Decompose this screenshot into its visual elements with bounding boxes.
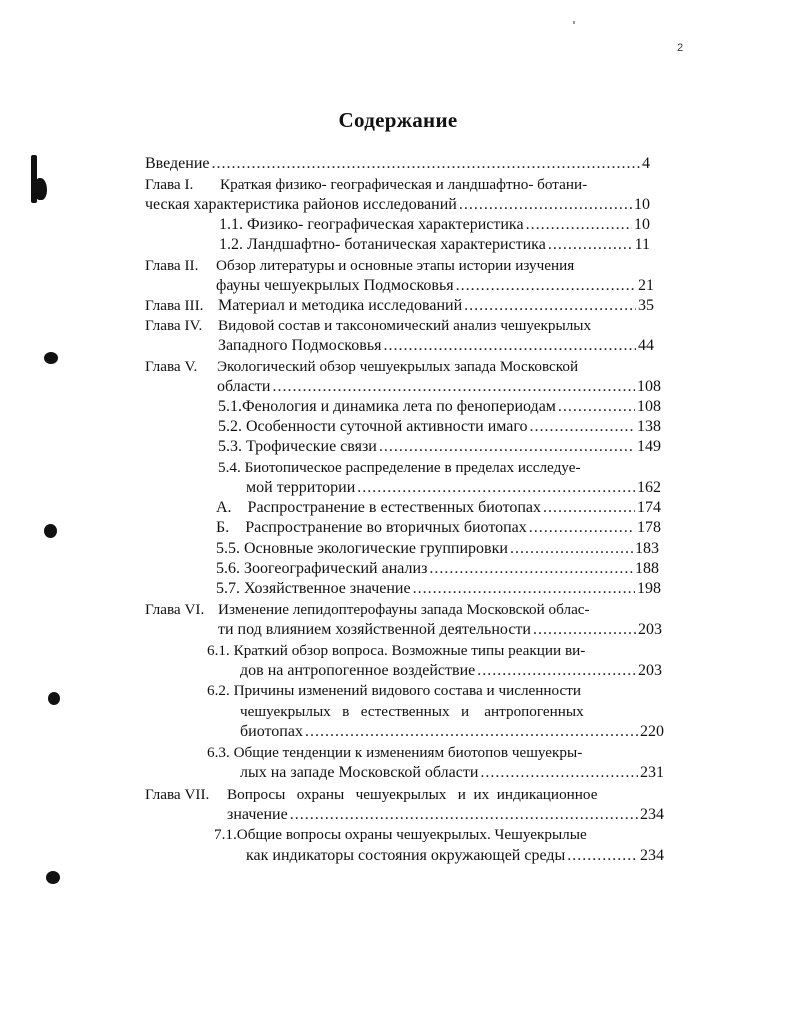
toc-entry-text: ти под влиянием хозяйственной деятельности <box>218 621 531 638</box>
toc-entry-text: 6.1. Краткий обзор вопроса. Возможные типы реакции ви- <box>207 642 586 659</box>
toc-leader <box>477 662 636 680</box>
toc-entry <box>207 744 582 764</box>
toc-entry <box>216 277 654 295</box>
toc-leader <box>212 155 641 173</box>
hole-punch-mark <box>44 524 57 538</box>
toc-entry <box>214 826 587 846</box>
toc-entry-text: 7.1.Общие вопросы охраны чешуекрылых. Чешуекрылые <box>214 826 587 843</box>
toc-page: 35 <box>638 297 654 314</box>
page-title: Содержание <box>338 108 458 132</box>
toc-leader <box>530 418 635 436</box>
toc-entry <box>145 196 650 214</box>
toc-entry-text: 5.2. Особенности суточной активности имаго <box>218 418 528 435</box>
toc-entry <box>216 257 574 277</box>
toc-page: 4 <box>642 155 650 172</box>
toc-entry <box>219 216 650 234</box>
toc-leader <box>543 499 635 517</box>
toc-page: 138 <box>637 418 661 435</box>
toc-chapter-head <box>145 257 198 277</box>
toc-entry <box>217 378 661 396</box>
toc-chapter-head <box>145 601 204 621</box>
toc-entry <box>240 723 664 741</box>
toc-entry <box>217 358 578 378</box>
toc-entry <box>246 847 664 865</box>
toc-leader <box>357 479 635 497</box>
hole-punch-mark <box>44 352 58 364</box>
toc-page: 149 <box>637 438 661 455</box>
hole-punch-mark <box>46 871 60 884</box>
toc-leader <box>558 398 635 416</box>
toc-entry-text: чешуекрылых в естественных и антропогенных <box>240 703 584 720</box>
toc-entry-text: Краткая физико- географическая и ландшафтно- ботани- <box>220 176 588 193</box>
toc-page: 108 <box>637 378 661 395</box>
toc-page: 231 <box>640 764 664 781</box>
toc-entry <box>218 398 661 416</box>
toc-leader <box>464 297 636 315</box>
toc-leader <box>272 378 635 396</box>
chapter-label: Глава II. <box>145 257 199 274</box>
chapter-label: Глава I. <box>145 176 194 193</box>
scan-mark <box>35 178 47 200</box>
toc-page: 198 <box>637 580 661 597</box>
toc-entry-text: 5.6. Зоогеографический анализ <box>216 560 428 577</box>
toc-entry-text: А. Распространение в естественных биотопах <box>216 499 542 516</box>
toc-entry-text: мой территории <box>246 479 356 496</box>
toc-entry <box>218 317 591 337</box>
toc-entry <box>218 621 662 639</box>
toc-page: 21 <box>638 277 654 294</box>
chapter-label: Глава VII. <box>145 786 210 803</box>
toc-entry <box>218 297 654 315</box>
toc-page: 11 <box>634 236 650 253</box>
toc-page: 183 <box>635 540 659 557</box>
toc-leader <box>526 216 632 234</box>
toc-entry-text: 1.1. Физико- географическая характеристика <box>219 216 524 233</box>
toc-entry <box>246 479 661 497</box>
toc-leader <box>567 847 638 865</box>
toc-chapter-head <box>145 176 193 196</box>
toc-page: 178 <box>637 519 661 536</box>
toc-entry-text: лых на западе Московской области <box>240 764 479 781</box>
toc-chapter-head <box>145 786 209 806</box>
toc-entry <box>219 236 650 254</box>
toc-entry <box>216 519 661 537</box>
toc-entry <box>207 682 581 702</box>
toc-entry <box>220 176 587 196</box>
toc-entry <box>218 438 661 456</box>
toc-entry-text: 6.3. Общие тенденции к изменениям биотопов чешуекры- <box>207 744 583 761</box>
toc-entry <box>227 806 664 824</box>
toc-entry-text: значение <box>227 806 288 823</box>
toc-chapter-head <box>145 297 203 317</box>
toc-leader <box>510 540 633 558</box>
toc-entry-text: фауны чешуекрылых Подмосковья <box>216 277 454 294</box>
toc-page: 220 <box>640 723 664 740</box>
toc-leader <box>456 277 636 295</box>
toc-entry <box>216 540 659 558</box>
toc-page: 162 <box>637 479 661 496</box>
toc-entry-text: Видовой состав и таксономический анализ чешуекрылых <box>218 317 592 334</box>
toc-entry-text: 5.3. Трофические связи <box>218 438 377 455</box>
toc-page: 234 <box>640 806 664 823</box>
toc-leader <box>305 723 638 741</box>
toc-chapter-head <box>145 358 197 378</box>
toc-page: 203 <box>638 662 662 679</box>
toc-entry-text: биотопах <box>240 723 303 740</box>
toc-entry-text: 6.2. Причины изменений видового состава и численности <box>207 682 582 699</box>
toc-entry <box>207 642 585 662</box>
toc-entry <box>145 155 650 173</box>
chapter-label: Глава V. <box>145 358 198 375</box>
toc-leader <box>429 560 633 578</box>
toc-page: 203 <box>638 621 662 638</box>
toc-page: 174 <box>637 499 661 516</box>
toc-page: 44 <box>638 337 654 354</box>
toc-entry <box>227 786 597 806</box>
toc-entry <box>216 560 659 578</box>
toc-entry <box>216 580 661 598</box>
toc-leader <box>480 764 638 782</box>
toc-entry-text: ческая характеристика районов исследований <box>145 196 457 213</box>
chapter-label: Глава VI. <box>145 601 205 618</box>
toc-entry-text: дов на антропогенное воздействие <box>240 662 476 679</box>
toc-entry <box>216 499 661 517</box>
toc-entry <box>218 337 654 355</box>
toc-entry <box>218 601 590 621</box>
toc-leader <box>459 196 632 214</box>
toc-entry-text: 1.2. Ландшафтно- ботаническая характеристика <box>219 236 546 253</box>
toc-page: 10 <box>634 216 650 233</box>
toc-leader <box>529 519 635 537</box>
toc-leader <box>290 806 638 824</box>
toc-entry <box>240 764 664 782</box>
page-number: 2 <box>677 42 684 54</box>
toc-page: 234 <box>640 847 664 864</box>
toc-entry-text: как индикаторы состояния окружающей среды <box>246 847 566 864</box>
toc-leader <box>548 236 633 254</box>
toc-entry-text: Обзор литературы и основные этапы истории изучения <box>216 257 575 274</box>
toc-entry-text: Экологический обзор чешуекрылых запада Московской <box>217 358 579 375</box>
toc-chapter-head <box>145 317 202 337</box>
toc-entry-text: Западного Подмосковья <box>218 337 382 354</box>
toc-entry <box>218 459 581 479</box>
chapter-label: Глава IV. <box>145 317 203 334</box>
toc-leader <box>413 580 635 598</box>
toc-entry-text: Введение <box>145 155 210 172</box>
toc-entry <box>240 662 662 680</box>
toc-entry-text: Изменение лепидоптерофауны запада Московской облас- <box>218 601 590 618</box>
toc-entry-text: Материал и методика исследований <box>218 297 463 314</box>
chapter-label: Глава III. <box>145 297 204 314</box>
toc-leader <box>533 621 636 639</box>
toc-entry <box>240 703 584 723</box>
toc-entry-text: Вопросы охраны чешуекрылых и их индикационное <box>227 786 598 803</box>
toc-page: 188 <box>635 560 659 577</box>
toc-leader <box>383 337 636 355</box>
toc-entry-text: 5.5. Основные экологические группировки <box>216 540 508 557</box>
toc-entry-text: области <box>217 378 271 395</box>
toc-entry-text: Б. Распространение во вторичных биотопах <box>216 519 527 536</box>
toc-entry-text: 5.1.Фенология и динамика лета по фенопериодам <box>218 398 556 415</box>
toc-page: 10 <box>634 196 650 213</box>
toc-entry <box>218 418 661 436</box>
toc-entry-text: 5.4. Биотопическое распределение в пределах исследуе- <box>218 459 581 476</box>
toc-entry-text: 5.7. Хозяйственное значение <box>216 580 411 597</box>
toc-page: 108 <box>637 398 661 415</box>
scan-speck <box>573 21 575 24</box>
toc-leader <box>379 438 635 456</box>
hole-punch-mark <box>48 692 60 705</box>
